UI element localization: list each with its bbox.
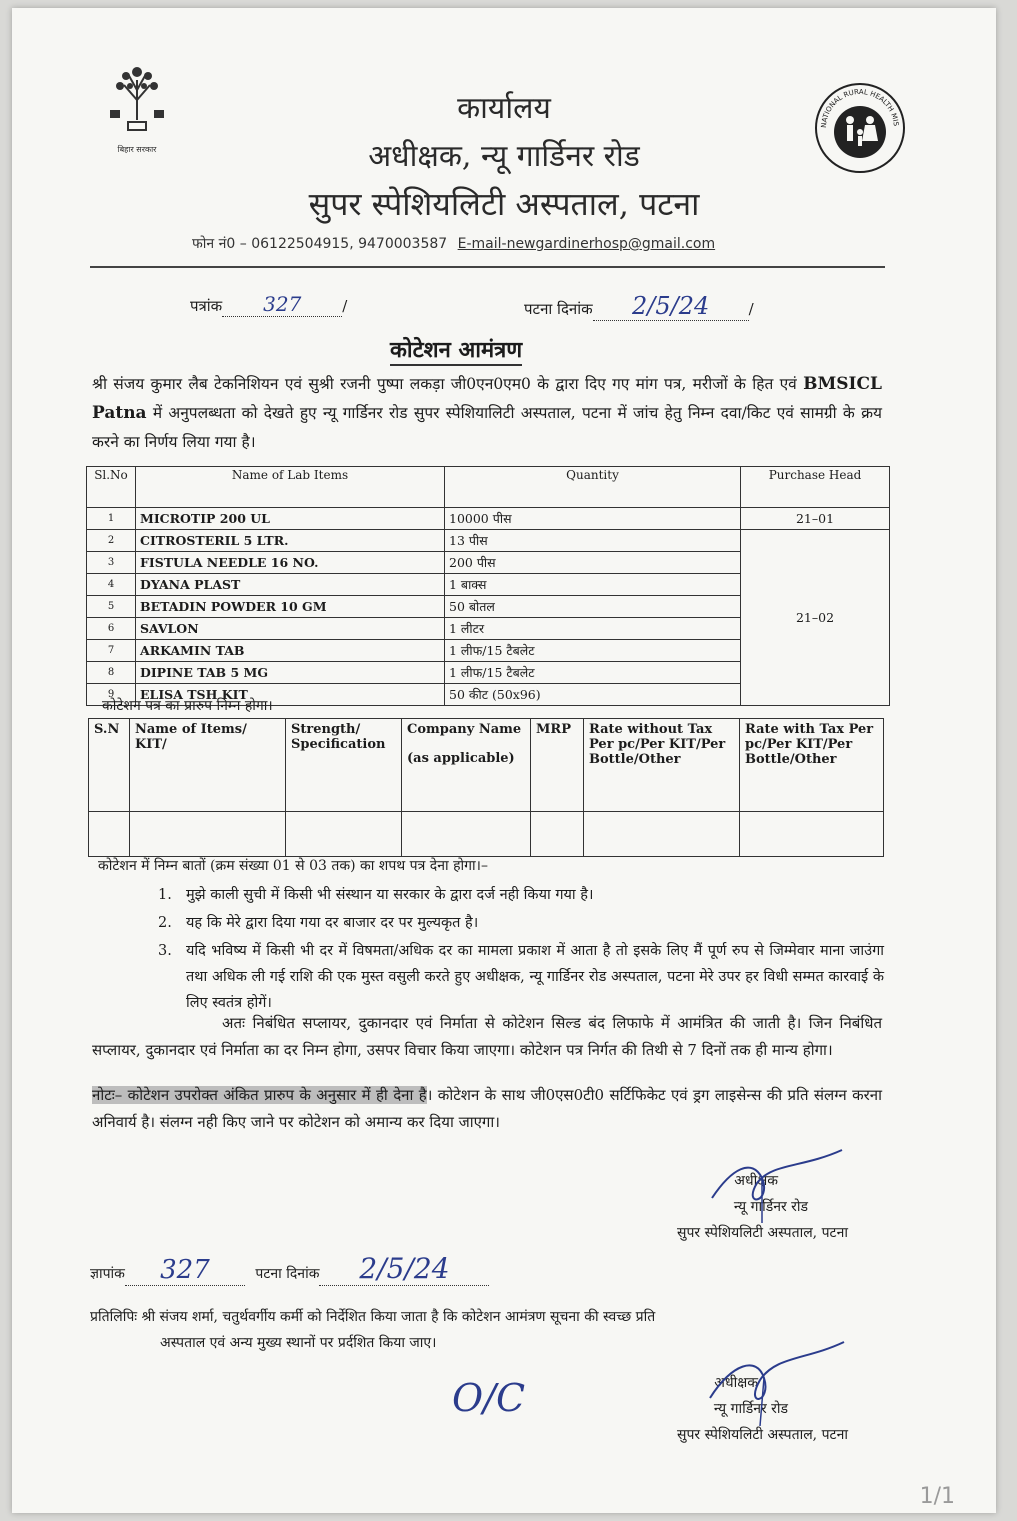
document-title: कोटेशन आमंत्रण (390, 334, 522, 366)
table-row (89, 812, 884, 857)
col-slno: Sl.No (87, 467, 136, 508)
row-qty: 50 बोतल (445, 596, 741, 618)
hospital-name: सुपर स्पेशियलिटी अस्पताल, पटना (308, 185, 700, 223)
row-name: ELISA TSH KIT (136, 684, 445, 706)
reference-line: पत्रांक 327 / (190, 292, 348, 316)
note-highlight: नोटः– कोटेशन उपरोक्त अंकित प्रारुप के अनुसार में ही देना है (92, 1086, 427, 1104)
sig-hospital: सुपर स्पेशियलिटी अस्पताल, पटना (676, 1427, 848, 1443)
item-text: यह कि मेरे द्वारा दिया गया दर बाजार दर पर मुल्यकृत है। (186, 915, 479, 931)
table-row (87, 530, 890, 552)
memo-line (90, 1252, 489, 1286)
sig-hospital: सुपर स्पेशियलिटी अस्पताल, पटना (676, 1225, 848, 1241)
qcol-company-label: Company Name (407, 722, 522, 737)
item-number: 1. (158, 887, 172, 903)
qcol-mrp: MRP (531, 719, 584, 812)
qcol-rate-without-tax: Rate without Tax Per pc/Per KIT/Per Bottle/Other (584, 719, 740, 812)
conditions-list (158, 882, 884, 1018)
sig-office: न्यू गार्डिनर रोड (733, 1199, 808, 1215)
row-qty: 200 पीस (445, 552, 741, 574)
intro-text-1: श्री संजय कुमार लैब टेकनिशियन एवं सुश्री रजनी पुष्पा लकड़ा जी0एन0एम0 के द्वारा दिए गए मांग पत्र, मरीजों के हित एवं (92, 375, 804, 393)
row-name: SAVLON (136, 618, 445, 640)
purchase-head-cell: 21–01 (741, 508, 890, 530)
row-name: DIPINE TAB 5 MG (136, 662, 445, 684)
row-name: CITROSTERIL 5 LTR. (136, 530, 445, 552)
row-qty: 50 कीट (50x96) (445, 684, 741, 706)
row-name: BETADIN POWDER 10 GM (136, 596, 445, 618)
row-sl: 5 (87, 596, 136, 618)
sig-office: न्यू गार्डिनर रोड (713, 1401, 788, 1417)
sig-designation: अधीक्षक (734, 1173, 778, 1189)
intro-paragraph (92, 370, 882, 457)
qcol-rate-with-tax: Rate with Tax Per pc/Per KIT/Per Bottle/Other (740, 719, 884, 812)
row-sl: 7 (87, 640, 136, 662)
purchase-head-cell: 21–02 (741, 530, 890, 706)
row-sl: 4 (87, 574, 136, 596)
document-page (12, 8, 996, 1513)
phone-numbers: फोन नं0 – 06122504915, 9470003587 (192, 236, 448, 252)
copy-line-2: अस्पताल एवं अन्य मुख्य स्थानों पर प्रर्दशित किया जाए। (160, 1335, 437, 1351)
memo-date: 2/5/24 (319, 1252, 489, 1286)
list-item (158, 938, 884, 1016)
copy-line-1: प्रतिलिपिः श्री संजय शर्मा, चतुर्थवर्गीय कर्मी को निर्देशित किया जाता है कि कोटेशन आमंत्रण सूचना की स्वच्छ प्रति (90, 1309, 656, 1325)
row-name: FISTULA NEEDLE 16 NO. (136, 552, 445, 574)
ref-number: 327 (222, 292, 342, 317)
note-paragraph (92, 1082, 882, 1136)
item-number: 2. (158, 915, 172, 931)
list-item (158, 882, 884, 908)
qcol-sn: S.N (89, 719, 130, 812)
row-sl: 9 (87, 684, 136, 706)
qcol-company (402, 719, 531, 812)
signature-scribble (702, 1148, 852, 1228)
invitation-paragraph: अतः निबंधित सप्लायर, दुकानदार एवं निर्माता से कोटेशन सिल्ड बंद लिफाफे में आमंत्रित की जाती है। जिन निबंधित सप्लायर, दुकानदार एवं निर्माता का दर निम्न होगा, उसपर विचार किया जाएगा। कोटेशन पत्र निर्गत की तिथी से 7 दिनों तक ही मान्य होगा। (92, 1014, 882, 1059)
col-quantity: Quantity (445, 467, 741, 508)
page-indicator: 1/1 (919, 1484, 955, 1509)
office-designation: अधीक्षक, न्यू गार्डिनर रोड (368, 139, 640, 174)
row-qty: 1 लीटर (445, 618, 741, 640)
affidavit-label: कोटेशन में निम्न बातों (क्रम संख्या 01 से 03 तक) का शपथ पत्र देना होगा।– (98, 858, 488, 874)
nrhm-arc-text: NATIONAL RURAL HEALTH MIS (819, 87, 900, 129)
qcol-company-note: (as applicable) (407, 751, 515, 766)
row-sl: 1 (87, 508, 136, 530)
row-qty: 10000 पीस (445, 508, 741, 530)
qcol-item: Name of Items/ KIT/ (130, 719, 286, 812)
row-sl: 6 (87, 618, 136, 640)
col-purchase-head: Purchase Head (741, 467, 890, 508)
memo-number: 327 (125, 1255, 245, 1286)
memo-date-label: पटना दिनांक (255, 1266, 320, 1282)
row-qty: 1 बाक्स (445, 574, 741, 596)
ref-date-label: पटना दिनांक (524, 300, 593, 318)
table-row (87, 508, 890, 530)
sig-designation: अधीक्षक (714, 1375, 758, 1391)
row-name: ARKAMIN TAB (136, 640, 445, 662)
signature-scribble (702, 1338, 852, 1428)
office-title: कार्यालय (457, 91, 551, 126)
emblem-caption: बिहार सरकार (117, 145, 157, 154)
quote-format-label: कोटेशन पत्र का प्रारुप निम्न होगा। (102, 698, 273, 714)
item-number: 3. (158, 943, 172, 959)
quotation-format-table (88, 718, 884, 857)
list-item (158, 910, 884, 936)
intro-text-2: में अनुपलब्धता को देखते हुए न्यू गार्डिनर रोड सुपर स्पेशियालिटी अस्पताल, पटना में जांच हेतु निम्न दवा/किट एवं सामग्री के क्रय करने का निर्णय लिया गया है। (92, 404, 882, 451)
row-qty: 1 लीफ/15 टैबलेट (445, 640, 741, 662)
ref-date: 2/5/24 (593, 292, 749, 321)
intro-bold: BMSICL Patna (92, 374, 882, 423)
ref-date-line: पटना दिनांक 2/5/24 / (524, 292, 754, 320)
row-sl: 3 (87, 552, 136, 574)
item-text: मुझे काली सुची में किसी भी संस्थान या सरकार के द्वारा दर्ज नही किया गया है। (186, 887, 594, 903)
row-name: DYANA PLAST (136, 574, 445, 596)
handwritten-oc: O/C (452, 1376, 526, 1420)
contact-line (192, 234, 715, 253)
row-qty: 1 लीफ/15 टैबलेट (445, 662, 741, 684)
row-sl: 2 (87, 530, 136, 552)
row-sl: 8 (87, 662, 136, 684)
qcol-strength: Strength/ Specification (286, 719, 402, 812)
email-address: E-mail-newgardinerhosp@gmail.com (457, 236, 716, 252)
row-name: MICROTIP 200 UL (136, 508, 445, 530)
header-divider (90, 266, 885, 268)
note-text: । कोटेशन के साथ जी0एस0टी0 सर्टिफिकेट एवं ड्रग लाइसेन्स की प्रति संलग्न करना अनिवार्य है। संलग्न नही किए जाने पर कोटेशन को अमान्य कर दिया जाएगा। (92, 1086, 883, 1131)
row-qty: 13 पीस (445, 530, 741, 552)
items-table (86, 466, 890, 706)
ref-label: पत्रांक (190, 297, 223, 315)
memo-label: ज्ञापांक (90, 1266, 125, 1282)
col-item-name: Name of Lab Items (136, 467, 445, 508)
item-text: यदि भविष्य में किसी भी दर में विषमता/अधिक दर का मामला प्रकाश में आता है तो इसके लिए मैं पूर्ण रुप से जिम्मेवार माना जाउंगा तथा अधिक ली गई राशि की एक मुस्त वसुली करते हुए अधीक्षक, न्यू गार्डिनर रोड अस्पताल, पटना मेरे उपर हर विधी सम्मत कारवाई के लिए स्वतंत्र होगें। (186, 943, 884, 1011)
